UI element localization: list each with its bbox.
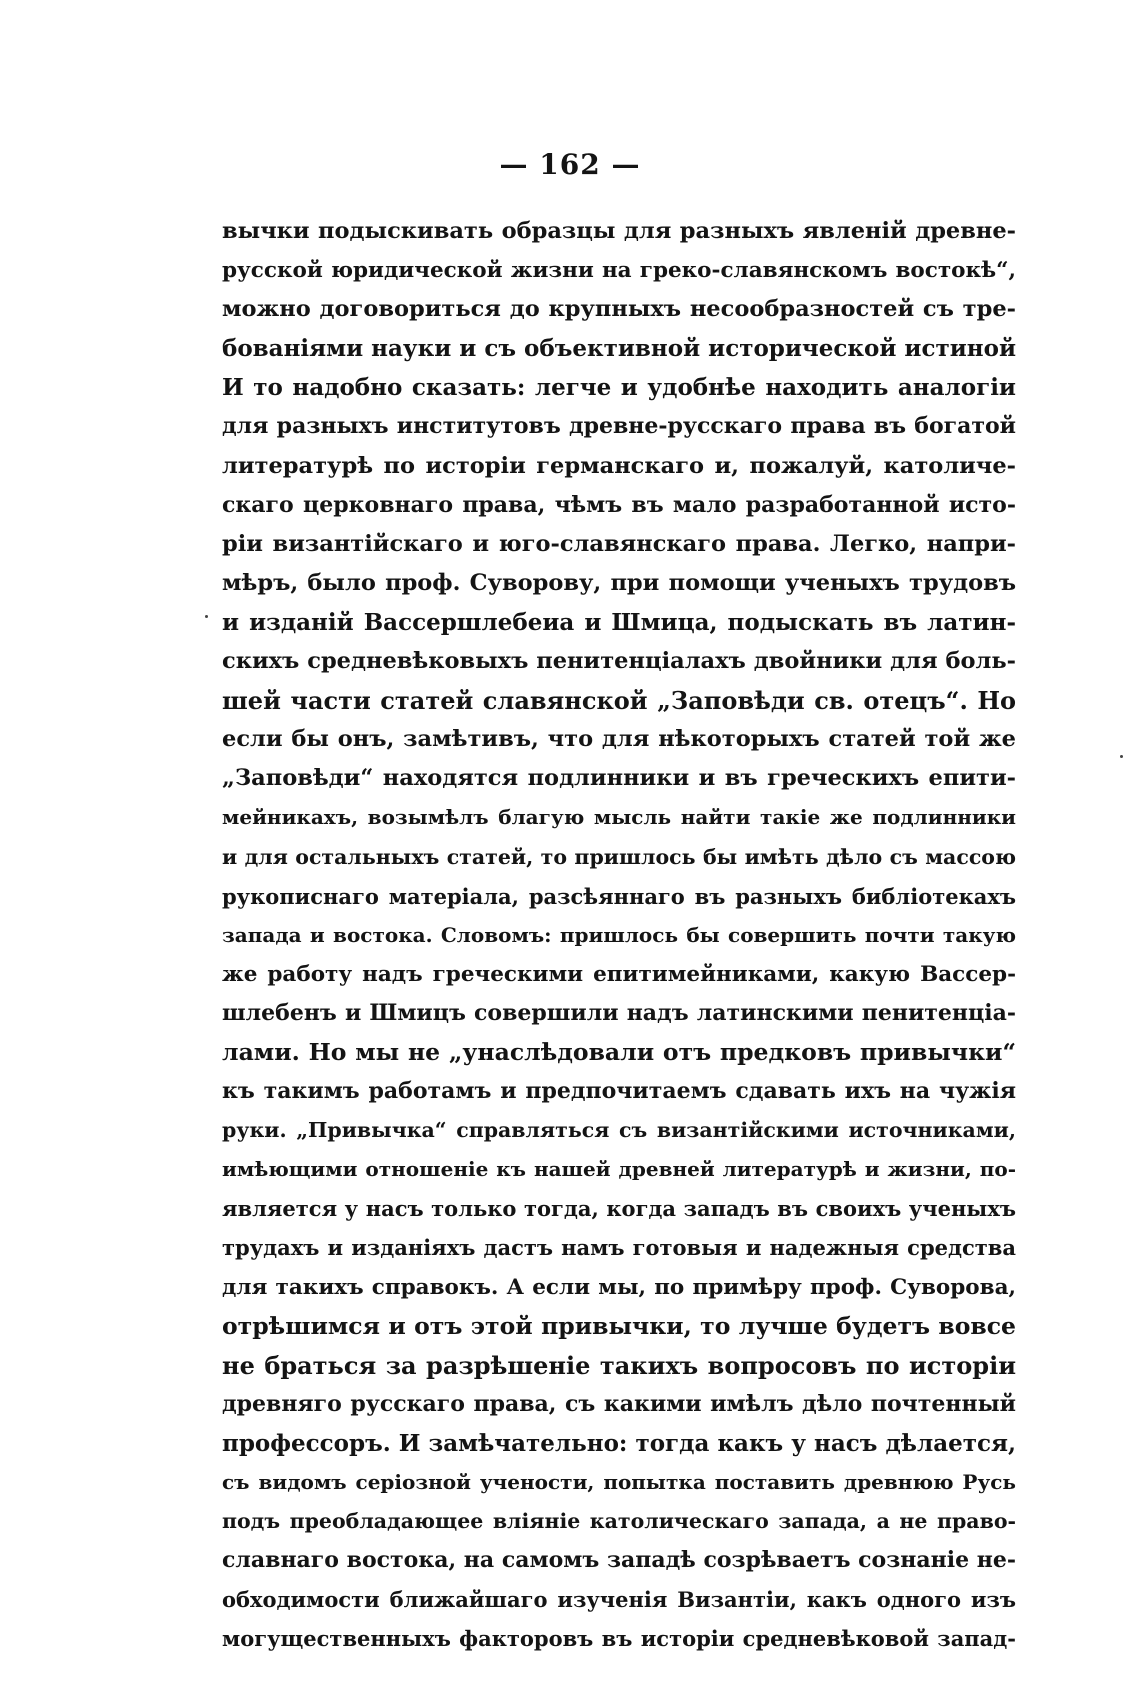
text-line: скихъ средневѣковыхъ пенитенціалахъ двойники для боль- xyxy=(222,648,1016,675)
text-line: литературѣ по исторіи германскаго и, пожалуй, католиче- xyxy=(222,452,1016,479)
text-line: ріи византійскаго и юго-славянскаго права. Легко, напри- xyxy=(222,530,1016,557)
text-line: шлебенъ и Шмицъ совершили надъ латинскими пенитенціа- xyxy=(222,999,1016,1026)
scan-speck xyxy=(205,615,208,618)
text-line: не браться за разрѣшеніе такихъ вопросовъ по исторіи xyxy=(222,1350,1016,1380)
text-line: отрѣшимся и отъ этой привычки, то лучше будетъ вовсе xyxy=(222,1311,1016,1340)
text-line: и изданій Вассершлебеиа и Шмица, подыскать въ латин- xyxy=(222,608,1016,636)
text-line: могущественныхъ факторовъ въ исторіи средневѣковой запад- xyxy=(222,1626,1016,1652)
text-line: трудахъ и изданіяхъ дастъ намъ готовыя и надежныя средства xyxy=(222,1235,1016,1261)
page-number: — 162 — xyxy=(499,148,641,181)
text-line: имѣющими отношеніе къ нашей древней литературѣ и жизни, по- xyxy=(222,1157,1016,1182)
text-line: И то надобно сказать: легче и удобнѣе находить аналогіи xyxy=(222,374,1016,402)
text-line: же работу надъ греческими епитимейниками, какую Вассер- xyxy=(222,961,1016,987)
text-line: съ видомъ серіозной учености, попытка поставить древнюю Русь xyxy=(222,1470,1016,1494)
text-line: мѣръ, было проф. Суворову, при помощи ученыхъ трудовъ xyxy=(222,569,1016,596)
text-line: къ такимъ работамъ и предпочитаемъ сдавать ихъ на чужія xyxy=(222,1078,1016,1105)
text-line: скаго церковнаго права, чѣмъ въ мало разработанной исто- xyxy=(222,491,1016,518)
text-line: профессоръ. И замѣчательно: тогда какъ у насъ дѣлается, xyxy=(222,1429,1016,1457)
text-line: древняго русскаго права, съ какими имѣлъ дѣло почтенный xyxy=(222,1390,1016,1417)
text-line: вычки подыскивать образцы для разныхъ явленій древне- xyxy=(222,218,1016,244)
text-line: обходимости ближайшаго изученія Византіи, какъ одного изъ xyxy=(222,1587,1016,1613)
text-line: рукописнаго матеріала, разсѣяннаго въ разныхъ библіотекахъ xyxy=(222,883,1016,909)
text-line: руки. „Привычка“ справляться съ византійскими источниками, xyxy=(222,1118,1016,1143)
text-line: подъ преобладающее вліяніе католическаго запада, а не право- xyxy=(222,1509,1016,1534)
text-line: для разныхъ институтовъ древне-русскаго права въ богатой xyxy=(222,413,1016,440)
text-line: лами. Но мы не „унаслѣдовали отъ предковъ привычки“ xyxy=(222,1037,1016,1066)
text-line: и для остальныхъ статей, то пришлось бы имѣть дѣло съ массою xyxy=(222,844,1016,869)
text-line: можно договориться до крупныхъ несообразностей съ тре- xyxy=(222,296,1016,323)
text-line: для такихъ справокъ. А если мы, по примѣру проф. Суворова, xyxy=(222,1274,1016,1300)
text-line: шей части статей славянской „Заповѣди св. отецъ“. Но xyxy=(222,686,1016,716)
text-line: бованіями науки и съ объективной исторической истиной xyxy=(222,335,1016,363)
text-line: славнаго востока, на самомъ западѣ созрѣваетъ сознаніе не- xyxy=(222,1547,1016,1574)
body-text xyxy=(222,212,1016,1658)
text-line: запада и востока. Словомъ: пришлось бы совершить почти такую xyxy=(222,922,1016,947)
text-line: является у насъ только тогда, когда западъ въ своихъ ученыхъ xyxy=(222,1196,1016,1222)
text-line: если бы онъ, замѣтивъ, что для нѣкоторыхъ статей той же xyxy=(222,726,1016,753)
text-line: русской юридической жизни на греко-славянскомъ востокѣ“, xyxy=(222,258,1016,284)
text-line: мейникахъ, возымѣлъ благую мысль найти такіе же подлинники xyxy=(222,805,1016,830)
text-line: „Заповѣди“ находятся подлинники и въ греческихъ епити- xyxy=(222,765,1016,792)
scan-speck xyxy=(1120,755,1123,758)
